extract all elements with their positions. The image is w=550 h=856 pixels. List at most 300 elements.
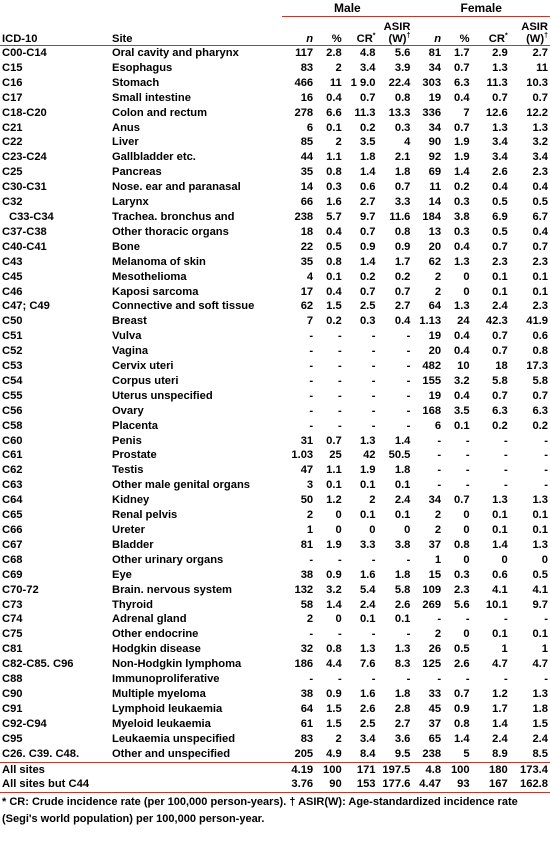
male-pct-cell: 1.5 xyxy=(326,702,342,715)
female-cr-cell: 1 xyxy=(501,643,508,656)
male-asir-cell: 0.8 xyxy=(394,91,411,104)
male-cr-cell: - xyxy=(371,628,376,641)
site-cell: Myeloid leukaemia xyxy=(111,717,211,730)
table-row xyxy=(0,493,550,508)
total-row xyxy=(0,762,550,777)
female-cr-cell: - xyxy=(503,613,508,626)
female-n-cell: 33 xyxy=(428,687,442,700)
table-row xyxy=(0,61,550,76)
female-cr-cell: - xyxy=(503,449,508,462)
female-pct-cell: 0.7 xyxy=(454,61,470,74)
female-n-header: n xyxy=(434,33,442,45)
female-n-cell: 269 xyxy=(422,598,442,611)
female-asir-cell: - xyxy=(544,613,548,626)
female-cr-cell: 0 xyxy=(501,553,508,566)
icd-code-cell: C61 xyxy=(2,449,23,462)
table-row xyxy=(0,478,550,493)
female-asir-cell: 2.3 xyxy=(532,166,548,179)
icd-code-cell: C00-C14 xyxy=(2,47,47,59)
male-asir-cell: 5.6 xyxy=(394,47,411,59)
male-pct-cell: 1.5 xyxy=(326,300,342,313)
female-pct-cell: 7 xyxy=(463,106,470,119)
male-n-cell: - xyxy=(309,345,314,358)
female-n-cell: 2 xyxy=(434,628,442,641)
table-row xyxy=(0,329,550,344)
male-asir-cell: 11.6 xyxy=(389,210,411,223)
female-pct-cell: 0.4 xyxy=(454,240,470,253)
female-cr-cell: 0.1 xyxy=(492,285,508,298)
female-group-header: Female xyxy=(412,0,550,17)
female-asir-cell: 4.1 xyxy=(532,583,548,596)
female-cr-cell: 10.1 xyxy=(485,598,508,611)
table-row xyxy=(0,747,550,762)
female-n-cell: 64 xyxy=(428,300,442,313)
female-asir-cell: 3.2 xyxy=(532,136,548,149)
male-asir-cell: 0 xyxy=(404,524,411,536)
column-header-row xyxy=(0,17,550,46)
female-cr-cell: 0.6 xyxy=(492,568,508,581)
male-pct-cell: 1.1 xyxy=(326,464,342,477)
female-cr-cell: - xyxy=(503,673,508,686)
female-n-cell: 34 xyxy=(428,494,442,507)
male-cr-cell: - xyxy=(371,330,376,343)
icd-code-cell: C32 xyxy=(2,196,23,209)
female-asir-cell: 2.4 xyxy=(532,732,548,745)
female-pct-cell: 0 xyxy=(463,509,470,522)
female-n-cell: 125 xyxy=(422,658,442,671)
male-n-cell: 132 xyxy=(294,583,314,596)
table-row xyxy=(0,389,550,404)
female-pct-cell: 5 xyxy=(463,747,470,760)
icd-code-cell: C64 xyxy=(2,494,23,507)
male-asir-header: ASIR (W)† xyxy=(383,21,411,45)
table-row xyxy=(0,374,550,389)
male-pct-cell: 3.2 xyxy=(326,583,342,596)
site-cell: Pancreas xyxy=(111,166,162,179)
female-pct-cell: 3.2 xyxy=(454,374,470,387)
male-cr-header: CR* xyxy=(356,32,376,45)
male-pct-cell: - xyxy=(337,360,342,373)
site-cell: Esophagus xyxy=(111,61,173,74)
site-cell: Ureter xyxy=(111,524,145,536)
female-pct-cell: 24 xyxy=(457,315,470,328)
male-n-cell: 16 xyxy=(300,91,314,104)
female-pct-cell: 0.2 xyxy=(454,181,470,194)
female-cr-cell: 0.7 xyxy=(492,330,508,343)
female-pct-cell: 1.3 xyxy=(454,300,470,313)
female-pct-cell: 1.7 xyxy=(454,47,470,59)
male-asir-cell: 0.3 xyxy=(394,121,411,134)
site-cell: Thyroid xyxy=(111,598,154,611)
male-cr-cell: 0.2 xyxy=(359,270,376,283)
female-pct-cell: 1.9 xyxy=(454,151,470,164)
female-asir-cell: 0 xyxy=(541,553,548,566)
male-pct-cell: - xyxy=(337,330,342,343)
icd-code-cell: C33-C34 xyxy=(9,210,54,223)
male-asir-cell: 2.1 xyxy=(394,151,411,164)
female-pct-cell: 0.9 xyxy=(454,702,470,715)
male-n-cell: 64 xyxy=(300,702,314,715)
icd-code-cell: C21 xyxy=(2,121,23,134)
table-row xyxy=(0,598,550,613)
table-body xyxy=(0,46,550,763)
female-pct-cell: - xyxy=(465,613,470,626)
table-row xyxy=(0,165,550,180)
female-cr-cell: 12.6 xyxy=(485,106,508,119)
site-cell: Placenta xyxy=(111,419,159,432)
icd-code-cell: C69 xyxy=(2,568,23,581)
female-n-cell: 34 xyxy=(428,61,442,74)
male-cr-cell: 5.4 xyxy=(359,583,376,596)
male-n-cell: - xyxy=(309,404,314,417)
site-cell: Larynx xyxy=(111,196,149,209)
female-asir-cell: 0.7 xyxy=(532,240,548,253)
female-cr-cell: - xyxy=(503,434,508,447)
male-n-cell: 4 xyxy=(306,270,314,283)
male-asir-cell: 1.7 xyxy=(394,255,411,268)
female-n-cell: - xyxy=(437,479,442,492)
female-cr-header: CR* xyxy=(488,32,508,45)
female-cr-cell: 18 xyxy=(495,360,508,373)
icd-code-cell: C43 xyxy=(2,255,23,268)
male-asir-cell: 3.9 xyxy=(394,61,411,74)
table-row xyxy=(0,91,550,106)
female-cr-cell: 2.4 xyxy=(492,732,508,745)
site-cell: Vagina xyxy=(111,345,149,358)
icd-code-cell: C54 xyxy=(2,374,23,387)
male-cr-cell: 2.6 xyxy=(359,702,376,715)
male-pct-cell: - xyxy=(337,628,342,641)
male-pct-cell: 0 xyxy=(335,524,342,536)
male-n-cell: 2 xyxy=(306,613,314,626)
female-n-total-cell: 4.8 xyxy=(425,763,442,776)
female-asir-cell: 1.8 xyxy=(532,702,548,715)
male-pct-cell: 0.2 xyxy=(326,315,342,328)
male-n-cell: 238 xyxy=(294,210,314,223)
icd-code-cell: C30-C31 xyxy=(2,181,47,194)
site-cell: Melanoma of skin xyxy=(111,255,206,268)
female-pct-cell: 10 xyxy=(457,360,470,373)
male-cr-cell: 0.3 xyxy=(359,315,376,328)
female-asir-cell: 0.5 xyxy=(532,568,548,581)
male-cr-cell: 2.4 xyxy=(359,598,376,611)
site-cell: Eye xyxy=(111,568,132,581)
table-row xyxy=(0,583,550,598)
female-asir-cell: 0.4 xyxy=(532,225,548,238)
female-cr-total-cell: 180 xyxy=(489,763,508,776)
female-asir-cell: - xyxy=(544,673,548,686)
female-asir-cell: 0.5 xyxy=(532,196,548,209)
female-n-cell: 2 xyxy=(434,524,442,536)
table-row xyxy=(0,538,550,553)
male-n-cell: - xyxy=(309,389,314,402)
male-cr-cell: 0.1 xyxy=(359,509,376,522)
female-cr-cell: 42.3 xyxy=(485,315,508,328)
site-cell: Vulva xyxy=(111,330,142,343)
female-cr-cell: 6.9 xyxy=(492,210,508,223)
site-cell: Oral cavity and pharynx xyxy=(111,47,239,59)
site-cell: Leukaemia unspecified xyxy=(111,732,236,745)
table-row xyxy=(0,434,550,449)
female-n-cell: 2 xyxy=(434,285,442,298)
male-n-cell: 81 xyxy=(300,538,314,551)
male-asir-cell: 0.9 xyxy=(394,240,411,253)
female-asir-header: ASIR (W)† xyxy=(521,21,548,45)
male-pct-cell: 0 xyxy=(335,509,342,522)
site-cell: Prostate xyxy=(111,449,157,462)
female-pct-cell: 0.7 xyxy=(454,121,470,134)
female-cr-cell: 3.4 xyxy=(492,151,508,164)
table-row xyxy=(0,612,550,627)
female-n-cell: 14 xyxy=(428,196,442,209)
male-pct-cell: 0.8 xyxy=(326,255,342,268)
male-cr-cell: 0.1 xyxy=(359,479,376,492)
male-n-cell: 47 xyxy=(300,464,314,477)
male-cr-cell: - xyxy=(371,419,376,432)
male-cr-cell: - xyxy=(371,374,376,387)
male-n-cell: 61 xyxy=(300,717,314,730)
icd-code-cell: C62 xyxy=(2,464,23,477)
male-pct-cell: 1.6 xyxy=(326,196,342,209)
male-n-cell: 44 xyxy=(300,151,314,164)
male-pct-cell: 0.8 xyxy=(326,166,342,179)
icd-code-cell: C60 xyxy=(2,434,23,447)
female-cr-cell: 0.2 xyxy=(492,419,508,432)
female-n-cell: 20 xyxy=(428,345,442,358)
female-cr-cell: 1.4 xyxy=(492,717,508,730)
table-row xyxy=(0,672,550,687)
table-row xyxy=(0,359,550,374)
female-asir-cell: 5.8 xyxy=(532,374,548,387)
female-asir-cell: 1.5 xyxy=(532,717,548,730)
male-n-cell: 186 xyxy=(294,658,314,671)
male-n-cell: 18 xyxy=(300,225,314,238)
male-pct-cell: 1.2 xyxy=(326,494,342,507)
site-cell: Adrenal gland xyxy=(111,613,187,626)
female-cr-cell: 1.3 xyxy=(492,494,508,507)
icd-code-cell: C51 xyxy=(2,330,23,343)
female-n-cell: 109 xyxy=(422,583,442,596)
female-cr-cell: 0.7 xyxy=(492,345,508,358)
male-n-cell: 83 xyxy=(300,732,314,745)
female-n-cell: 336 xyxy=(422,106,442,119)
female-n-cell: - xyxy=(437,464,442,477)
male-cr-cell: 1.3 xyxy=(359,643,376,656)
male-asir-cell: 2.8 xyxy=(394,702,411,715)
male-n-cell: 117 xyxy=(295,47,314,59)
table-row xyxy=(0,627,550,642)
male-pct-cell: 0 xyxy=(335,613,342,626)
site-cell: Corpus uteri xyxy=(111,374,179,387)
male-cr-cell: 1.3 xyxy=(359,434,376,447)
male-pct-cell: 2.8 xyxy=(326,47,342,59)
female-asir-cell: 0.7 xyxy=(532,389,548,402)
female-cr-cell: 2.9 xyxy=(492,47,508,59)
female-pct-cell: - xyxy=(465,673,470,686)
table-row xyxy=(0,448,550,463)
icd-column-header: ICD-10 xyxy=(2,33,38,45)
female-n-cell: 2 xyxy=(434,509,442,522)
icd-code-cell: C56 xyxy=(2,404,23,417)
group-header-row xyxy=(0,0,550,17)
male-asir-cell: 1.8 xyxy=(394,166,411,179)
table-row xyxy=(0,687,550,702)
male-n-cell: 14 xyxy=(300,181,314,194)
male-cr-cell: 0.6 xyxy=(359,181,376,194)
male-pct-cell: 4.4 xyxy=(326,658,342,671)
site-cell: Other endocrine xyxy=(111,628,199,641)
male-n-total-cell: 4.19 xyxy=(291,763,314,776)
total-label-cell: All sites but C44 xyxy=(2,778,90,791)
male-pct-cell: 1.1 xyxy=(326,151,342,164)
female-asir-cell: 1.3 xyxy=(532,121,548,134)
male-n-cell: 22 xyxy=(300,240,314,253)
male-asir-cell: - xyxy=(406,673,411,686)
female-pct-cell: - xyxy=(465,434,470,447)
male-cr-cell: 1.4 xyxy=(359,166,376,179)
female-cr-cell: 0.1 xyxy=(492,509,508,522)
male-n-cell: 1.03 xyxy=(291,449,314,462)
site-cell: Other and unspecified xyxy=(111,747,231,760)
female-asir-cell: 1 xyxy=(541,643,548,656)
table-totals xyxy=(0,762,550,793)
female-pct-cell: 3.8 xyxy=(454,210,470,223)
female-asir-cell: 0.8 xyxy=(532,345,548,358)
male-n-cell: 35 xyxy=(300,255,314,268)
female-n-total-cell: 4.47 xyxy=(419,778,442,791)
male-pct-cell: 0.5 xyxy=(326,240,342,253)
male-n-cell: - xyxy=(309,419,314,432)
icd-code-cell: C68 xyxy=(2,553,23,566)
icd-code-cell: C75 xyxy=(2,628,23,641)
female-n-cell: 15 xyxy=(428,568,442,581)
female-pct-cell: 0.3 xyxy=(454,225,470,238)
table-row xyxy=(0,732,550,747)
female-pct-cell: 0.3 xyxy=(454,568,470,581)
female-cr-cell: 4.7 xyxy=(492,658,508,671)
male-asir-cell: 0.1 xyxy=(394,479,411,492)
icd-code-cell: C66 xyxy=(2,524,23,536)
site-cell: Uterus unspecified xyxy=(111,389,213,402)
female-pct-total-cell: 100 xyxy=(450,763,470,776)
table-row xyxy=(0,568,550,583)
table-row xyxy=(0,180,550,195)
male-pct-cell: - xyxy=(337,345,342,358)
icd-code-cell: C15 xyxy=(2,61,23,74)
female-pct-cell: 3.5 xyxy=(454,404,470,417)
site-cell: Non-Hodgkin lymphoma xyxy=(111,658,242,671)
site-cell: Anus xyxy=(111,121,140,134)
female-pct-cell: 5.6 xyxy=(454,598,470,611)
female-pct-cell: 1.4 xyxy=(454,166,470,179)
female-asir-cell: 8.5 xyxy=(532,747,548,760)
female-cr-cell: 0.5 xyxy=(492,225,508,238)
male-cr-cell: 2 xyxy=(369,494,376,507)
female-cr-cell: 0.7 xyxy=(492,91,508,104)
site-cell: Breast xyxy=(111,315,147,328)
male-asir-cell: 1.8 xyxy=(394,687,411,700)
male-pct-cell: 0.7 xyxy=(326,434,342,447)
female-cr-cell: 0.4 xyxy=(492,181,508,194)
table-row xyxy=(0,270,550,285)
female-asir-cell: - xyxy=(544,479,548,492)
male-asir-cell: 0.8 xyxy=(394,225,411,238)
table-row xyxy=(0,195,550,210)
male-pct-cell: - xyxy=(337,389,342,402)
table-row xyxy=(0,240,550,255)
male-asir-cell: 22.4 xyxy=(388,76,411,89)
male-cr-cell: 3.4 xyxy=(359,732,376,745)
male-cr-cell: 2.7 xyxy=(359,196,376,209)
male-n-cell: 66 xyxy=(300,196,314,209)
icd-code-cell: C22 xyxy=(2,136,23,149)
female-asir-cell: 0.2 xyxy=(532,419,548,432)
female-pct-cell: 2.3 xyxy=(454,583,470,596)
female-pct-cell: 6.3 xyxy=(454,76,470,89)
male-cr-cell: 3.5 xyxy=(359,136,376,149)
female-pct-cell: 0.1 xyxy=(454,419,470,432)
male-asir-cell: 9.5 xyxy=(394,747,411,760)
male-cr-cell: 1.8 xyxy=(359,151,376,164)
male-cr-cell: 4.8 xyxy=(359,47,376,59)
female-n-cell: 6 xyxy=(434,419,442,432)
male-cr-cell: 2.5 xyxy=(359,717,376,730)
icd-code-cell: C25 xyxy=(2,166,23,179)
male-n-cell: 83 xyxy=(300,61,314,74)
female-pct-cell: 0.4 xyxy=(454,389,470,402)
female-pct-cell: 0.7 xyxy=(454,687,470,700)
male-group-header: Male xyxy=(282,0,412,17)
icd-code-cell: C50 xyxy=(2,315,23,328)
site-cell: Gallbladder etc. xyxy=(111,151,196,164)
female-asir-cell: 2.3 xyxy=(532,300,548,313)
male-n-cell: 6 xyxy=(306,121,314,134)
male-pct-cell: 0.1 xyxy=(326,121,342,134)
male-n-cell: 17 xyxy=(300,285,314,298)
icd-code-cell: C65 xyxy=(2,509,23,522)
male-asir-cell: - xyxy=(406,419,411,432)
male-pct-cell: - xyxy=(337,374,342,387)
site-cell: Kidney xyxy=(111,494,150,507)
female-n-cell: 37 xyxy=(428,717,442,730)
female-pct-cell: 0 xyxy=(463,270,470,283)
male-n-cell: 58 xyxy=(300,598,314,611)
female-n-cell: 168 xyxy=(422,404,442,417)
female-pct-cell: 0.5 xyxy=(454,643,470,656)
male-asir-cell: - xyxy=(406,404,411,417)
icd-code-cell: C45 xyxy=(2,270,23,283)
male-pct-cell: 0.4 xyxy=(326,225,342,238)
male-cr-cell: 9.7 xyxy=(359,210,376,223)
male-cr-cell: 0 xyxy=(369,524,376,536)
male-pct-cell: 1.9 xyxy=(326,538,342,551)
male-cr-cell: 7.6 xyxy=(359,658,376,671)
male-asir-total-cell: 197.5 xyxy=(382,763,411,776)
site-cell: Bone xyxy=(111,240,140,253)
table-row xyxy=(0,717,550,732)
table-row xyxy=(0,46,550,61)
table-row xyxy=(0,344,550,359)
male-pct-cell: 0.3 xyxy=(326,181,342,194)
male-cr-cell: 1.9 xyxy=(359,464,376,477)
male-n-cell: 1 xyxy=(306,524,314,536)
female-cr-cell: 8.9 xyxy=(492,747,508,760)
female-n-cell: 65 xyxy=(428,732,442,745)
female-asir-cell: 0.1 xyxy=(532,628,548,641)
site-cell: Stomach xyxy=(111,76,160,89)
female-n-cell: - xyxy=(437,449,442,462)
male-n-cell: 31 xyxy=(300,434,314,447)
